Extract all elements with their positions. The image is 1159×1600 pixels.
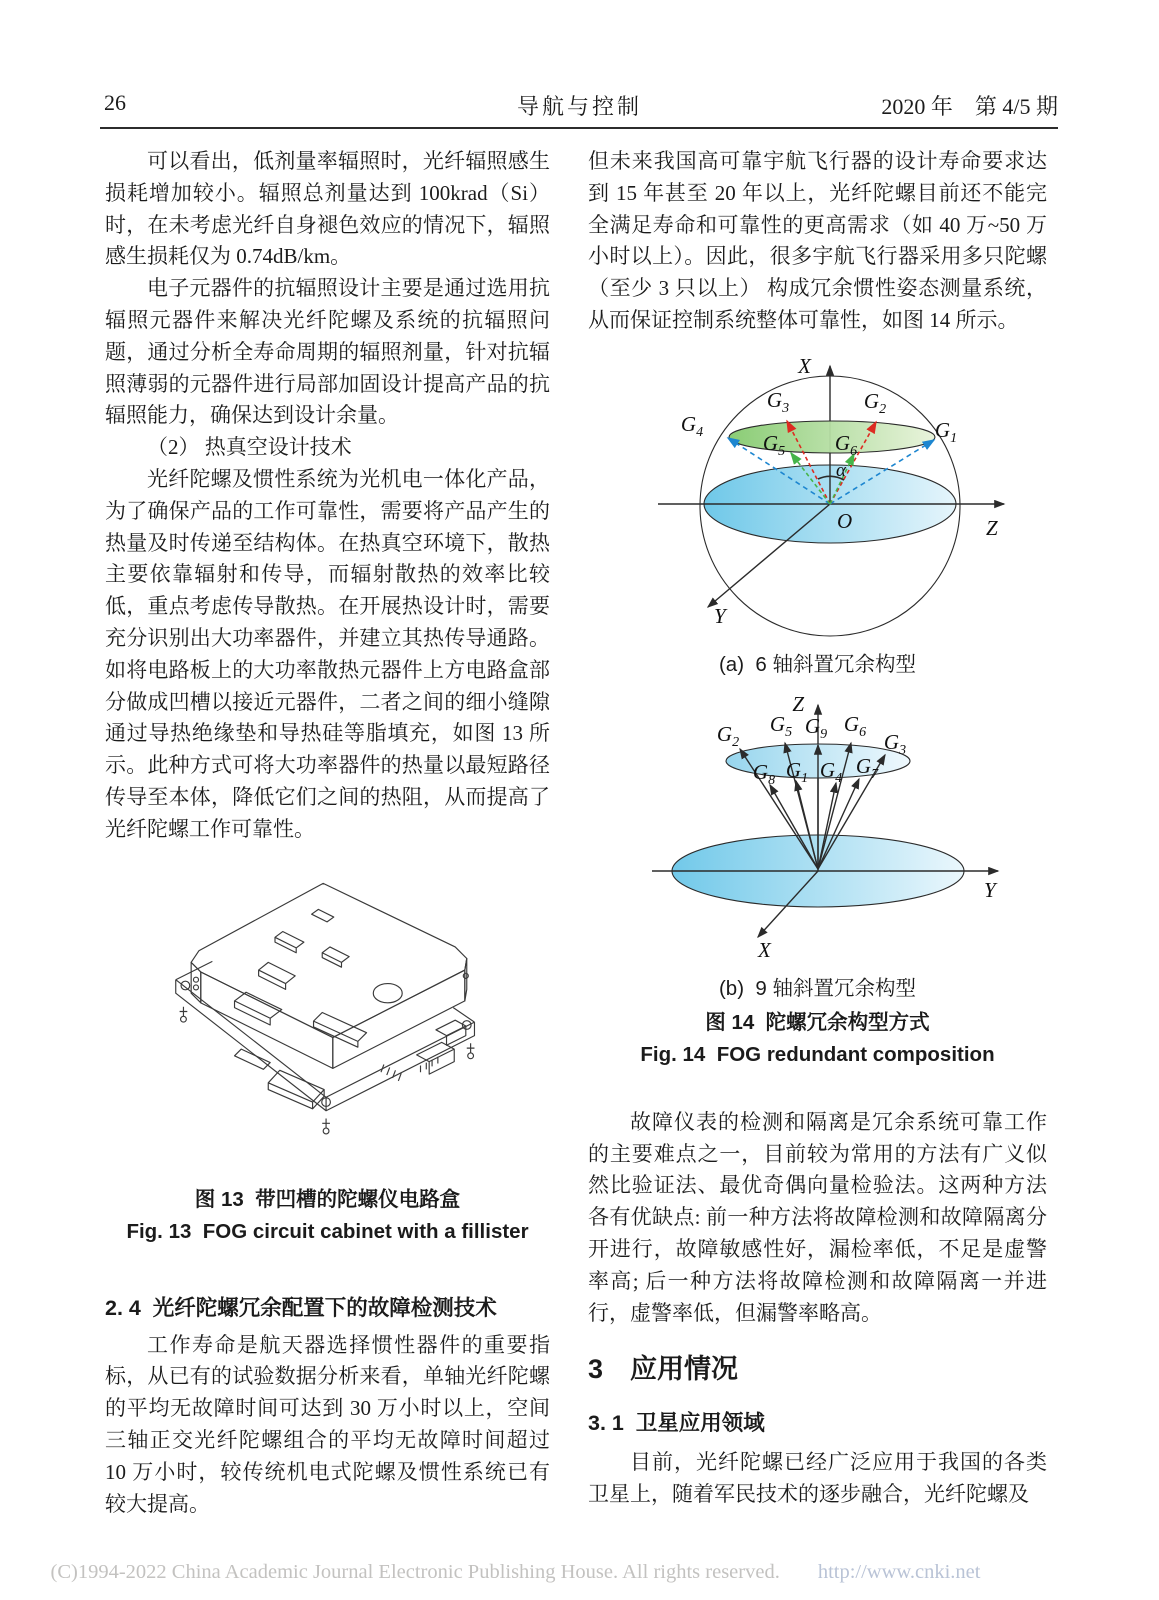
gyro-label-g2: $G_2$ bbox=[863, 388, 887, 417]
axis-label-z: Z bbox=[792, 691, 804, 716]
figure14a-caption: (a) 6 轴斜置冗余构型 bbox=[718, 652, 917, 676]
axis-label-x: X bbox=[758, 937, 771, 962]
gyro-label-g4: $G_4$ bbox=[819, 757, 843, 786]
gyro-label-g8: $G_8$ bbox=[752, 759, 776, 788]
journal-title: 导航与控制 bbox=[516, 94, 642, 119]
gyro-label-g7: $G_7$ bbox=[855, 753, 879, 782]
right-column bbox=[588, 146, 1047, 1511]
axis-label-y: Y bbox=[984, 877, 996, 902]
paragraph: 目前，光纤陀螺已经广泛应用于我国的各类卫星上，随着军民技术的逐步融合，光纤陀螺及 bbox=[588, 1450, 1047, 1507]
paragraph: 故障仪表的检测和隔离是冗余系统可靠工作的主要难点之一，目前较为常用的方法有广义似然比验证法、最优奇偶向量检验法。这两种方法各有优缺点: 前一种方法将故障检测和故障隔离分开进行，故障敏感性好，漏检率低，不足是虚警率高; 后一种方法将故障检测和故障隔离一并进行，虚警率低，但漏警率略高。 bbox=[588, 1109, 1047, 1325]
gyro-label-g6: $G_6$ bbox=[843, 711, 867, 740]
paragraph: 电子元器件的抗辐照设计主要是通过选用抗辐照元器件来解决光纤陀螺及系统的抗辐照问题，通过分析全寿命周期的辐照剂量，针对抗辐照薄弱的元器件进行局部加固设计提高产品的抗辐照能力，确保达到设计余量。 bbox=[105, 276, 550, 428]
paragraph: 光纤陀螺及惯性系统为光机电一体化产品，为了确保产品的工作可靠性，需要将产品产生的热量及时传递至结构体。在热真空环境下，散热主要依靠辐射和传导，而辐射散热的效率比较低，重点考虑传导散热。在开展热设计时，需要充分识别出大功率器件，并建立其热传导通路。如将电路板上的大功率散热元器件上方电路盒部分做成凹槽以接近元器件，二者之间的细小缝隙通过导热绝缘垫和导热硅等脂填充，如图 13 所示。此种方式可将大功率器件的热量以最短路径传导至本体，降低它们之间的热阻，从而提高了光纤陀螺工作可靠性。 bbox=[105, 466, 550, 841]
gyro-label-g1: $G_1$ bbox=[785, 757, 809, 786]
gyro-label-g5: $G_5$ bbox=[769, 711, 793, 740]
figure13 bbox=[105, 866, 550, 1184]
axis-label-x: X bbox=[798, 353, 811, 378]
figure14b-diagram bbox=[588, 691, 1047, 969]
figure14b-caption: (b) 9 轴斜置冗余构型 bbox=[718, 976, 917, 1000]
alpha-label: α bbox=[836, 459, 846, 481]
figure13-caption-en: Fig. 13 FOG circuit cabinet with a fillister bbox=[126, 1219, 529, 1243]
figure14-caption-en: Fig. 14 FOG redundant composition bbox=[640, 1042, 995, 1066]
issue-label: 2020 年 第 4/5 期 bbox=[881, 94, 1058, 119]
header-rule bbox=[100, 127, 1058, 129]
subsection-heading-thermal: （2） 热真空设计技术 bbox=[147, 435, 352, 460]
left-column bbox=[105, 146, 550, 1520]
cnki-url: http://www.cnki.net bbox=[817, 1561, 981, 1583]
gyro-label-g3: $G_3$ bbox=[883, 729, 907, 758]
gyro-label-g2: $G_2$ bbox=[716, 721, 740, 750]
section-heading-3-1: 3. 1 卫星应用领域 bbox=[588, 1411, 765, 1436]
figure14a-diagram bbox=[588, 351, 1047, 643]
paragraph: 但未来我国高可靠宇航飞行器的设计寿命要求达到 15 年甚至 20 年以上，光纤陀螺目前还不能完全满足寿命和可靠性的更高需求（如 40 万~50 万小时以上）。因此，很多宇航飞行器采用多只陀螺（至少 3 只以上） 构成冗余惯性姿态测量系统，从而保证控制系统整体可靠性，如图 14 所示。 bbox=[588, 149, 1047, 332]
section-heading-3: 3 应用情况 bbox=[588, 1354, 739, 1385]
gyro-label-g9: $G_9$ bbox=[804, 713, 828, 742]
figure14-caption-zh: 图 14 陀螺冗余构型方式 bbox=[705, 1010, 930, 1034]
copyright-text: (C)1994-2022 China Academic Journal Electronic Publishing House. All rights reserved. bbox=[50, 1561, 780, 1583]
paragraph: 可以看出，低剂量率辐照时，光纤辐照感生损耗增加较小。辐照总剂量达到 100krad（Si） 时，在未考虑光纤自身褪色效应的情况下，辐照感生损耗仅为 0.74dB/km。 bbox=[105, 149, 550, 269]
page-number: 26 bbox=[104, 90, 126, 115]
section-heading-2-4: 2. 4 光纤陀螺冗余配置下的故障检测技术 bbox=[105, 1295, 497, 1320]
gyro-label-g4: $G_4$ bbox=[680, 411, 704, 440]
gyro-label-g6: $G_6$ bbox=[834, 430, 858, 459]
gyro-label-g1: $G_1$ bbox=[934, 417, 958, 446]
gyro-label-g5: $G_5$ bbox=[762, 430, 786, 459]
axis-label-z: Z bbox=[986, 515, 998, 540]
gyro-label-g3: $G_3$ bbox=[766, 387, 790, 416]
figure13-drawing bbox=[128, 866, 528, 1184]
paragraph: 工作寿命是航天器选择惯性器件的重要指标，从已有的试验数据分析来看，单轴光纤陀螺的平均无故障时间可达到 30 万小时以上，空间三轴正交光纤陀螺组合的平均无故障时间超过 10 万小时，较传统机电式陀螺及惯性系统已有较大提高。 bbox=[105, 1332, 550, 1516]
axis-label-y: Y bbox=[714, 603, 726, 628]
footer bbox=[30, 1538, 1130, 1600]
figure13-caption-zh: 图 13 带凹槽的陀螺仪电路盒 bbox=[194, 1187, 461, 1211]
origin-label: O bbox=[837, 508, 853, 533]
